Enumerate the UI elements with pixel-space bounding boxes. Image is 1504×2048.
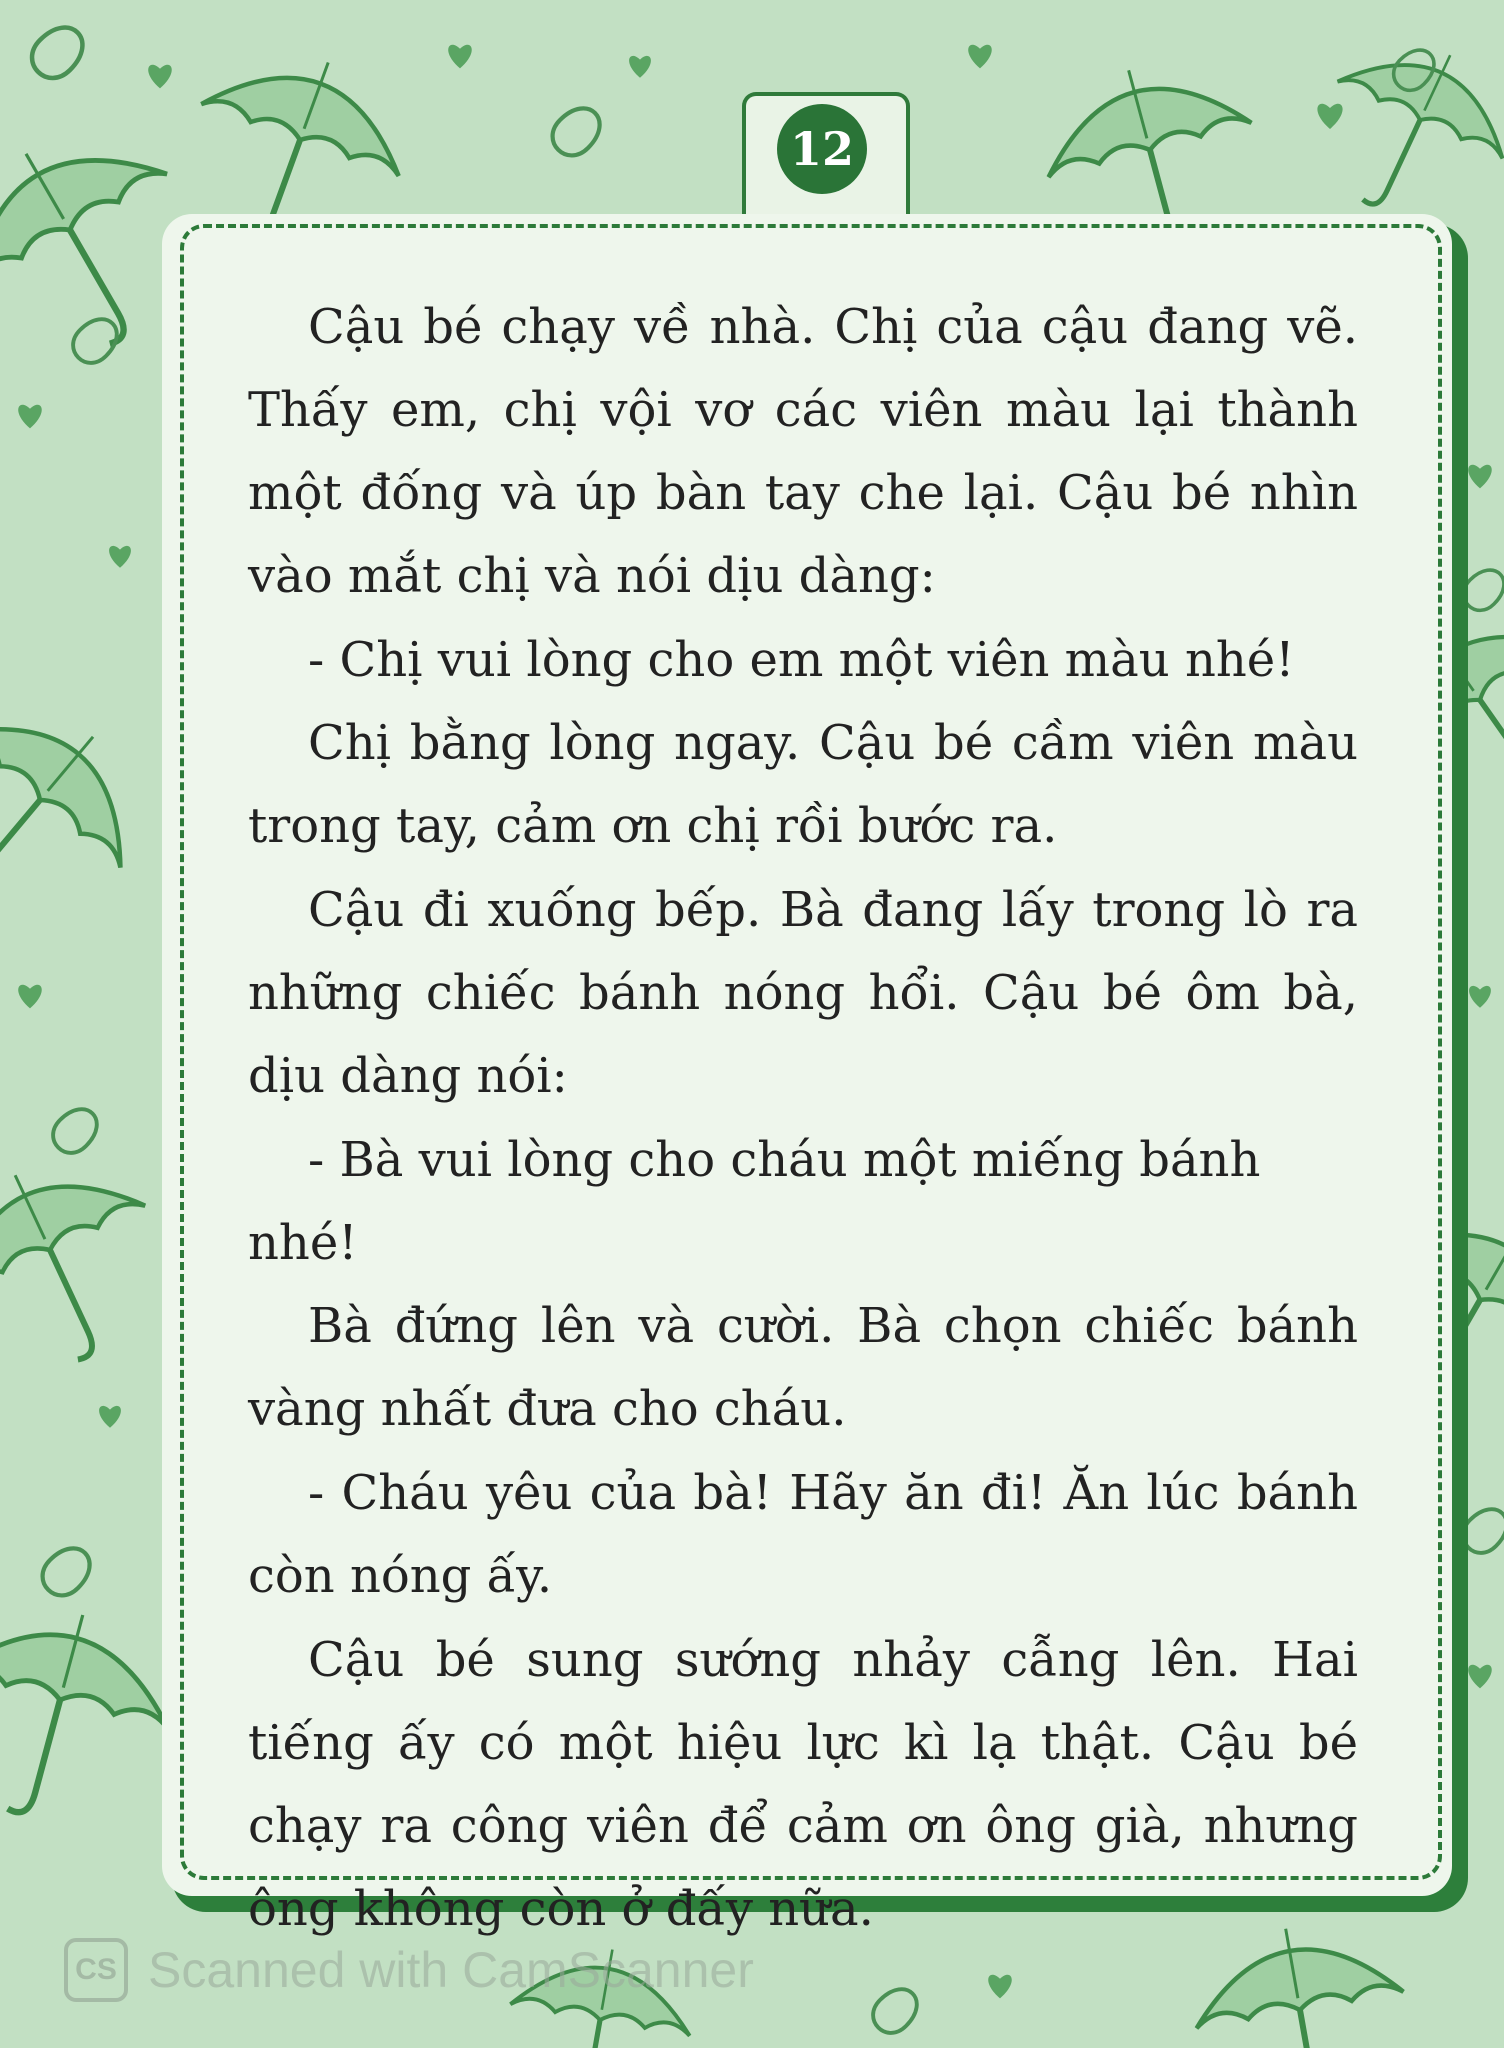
dialogue-2: - Bà vui lòng cho cháu một miếng bánh nhé! bbox=[248, 1132, 1261, 1271]
camscanner-watermark bbox=[64, 1930, 754, 2010]
story-text bbox=[248, 286, 1358, 1952]
camscanner-logo-icon: CS bbox=[64, 1938, 128, 2002]
paragraph-4: Bà đứng lên và cười. Bà chọn chiếc bánh vàng nhất đưa cho cháu. bbox=[248, 1298, 1358, 1437]
paragraph-1: Cậu bé chạy về nhà. Chị của cậu đang vẽ. Thấy em, chị vội vơ các viên màu lại thành một đống và úp bàn tay che lại. Cậu bé nhìn vào mắt chị và nói dịu dàng: bbox=[248, 299, 1358, 604]
watermark-text: Scanned with CamScanner bbox=[148, 1942, 754, 1998]
page-number: 12 bbox=[777, 104, 867, 194]
paragraph-3: Cậu đi xuống bếp. Bà đang lấy trong lò ra những chiếc bánh nóng hổi. Cậu bé ôm bà, dịu dàng nói: bbox=[248, 882, 1358, 1104]
paragraph-2: Chị bằng lòng ngay. Cậu bé cầm viên màu trong tay, cảm ơn chị rồi bước ra. bbox=[248, 715, 1358, 854]
dialogue-1: - Chị vui lòng cho em một viên màu nhé! bbox=[308, 632, 1295, 688]
dialogue-3: - Cháu yêu của bà! Hãy ăn đi! Ăn lúc bánh còn nóng ấy. bbox=[248, 1465, 1358, 1604]
paragraph-5: Cậu bé sung sướng nhảy cẫng lên. Hai tiếng ấy có một hiệu lực kì lạ thật. Cậu bé chạy ra công viên để cảm ơn ông già, nhưng ông không còn ở đấy nữa. bbox=[248, 1632, 1358, 1937]
